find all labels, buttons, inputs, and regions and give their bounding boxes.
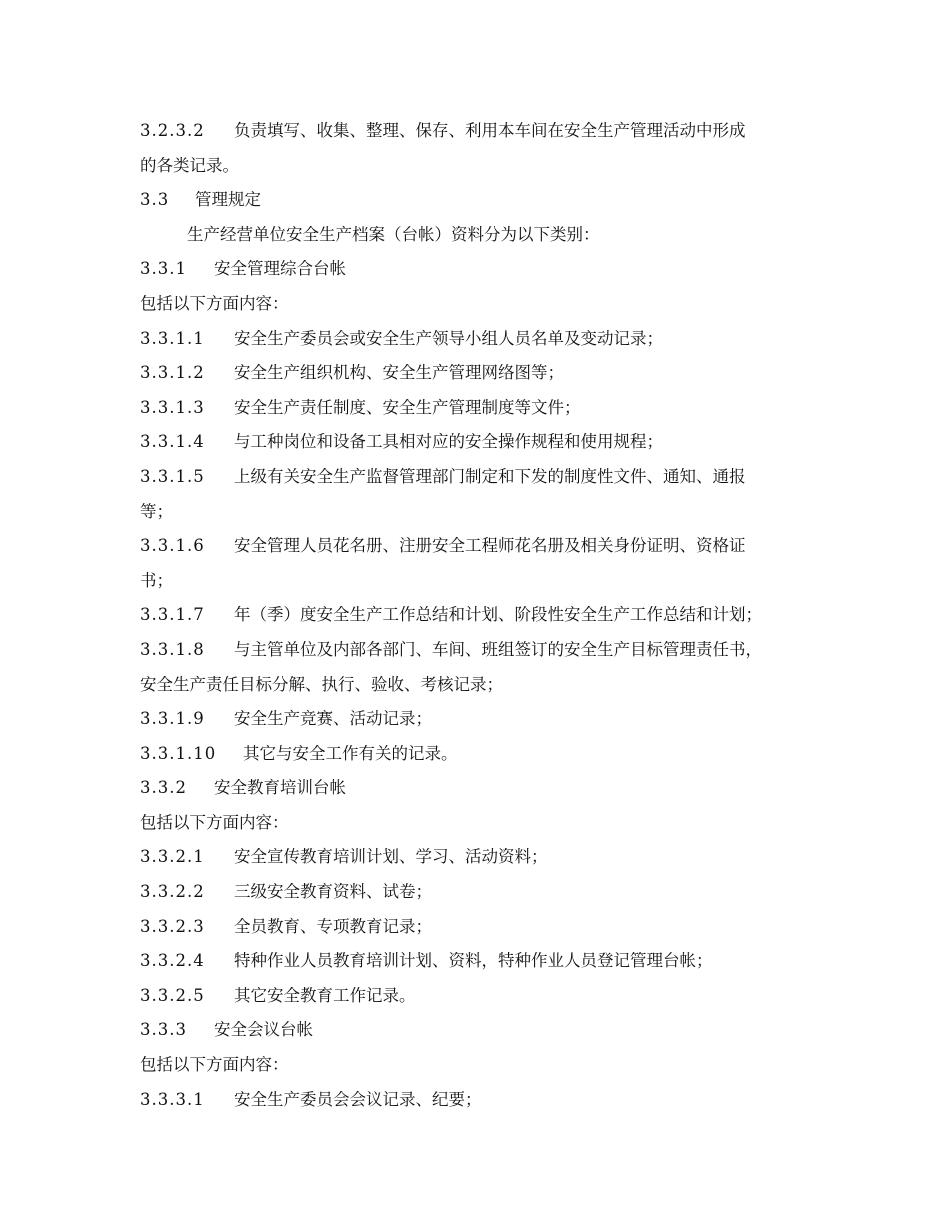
clause-number: 3.3.3: [140, 1020, 187, 1040]
list-item: [140, 875, 820, 910]
clause-text: 安全生产组织机构、安全生产管理网络图等；: [234, 363, 564, 383]
subsection-title: 安全会议台帐: [214, 1020, 313, 1040]
clause-number: 3.3.1: [140, 259, 187, 279]
clause-number: 3.3.3.1: [140, 1089, 205, 1109]
clause-text: 特种作业人员教育培训计划、资料，特种作业人员登记管理台帐；: [234, 951, 713, 971]
paragraph-line: [140, 806, 820, 841]
list-item: [140, 979, 820, 1014]
clause-number: 3.3.2.3: [140, 916, 205, 936]
clause-number: 3.3.1.3: [140, 397, 205, 417]
clause-text: 安全生产委员会会议记录、纪要；: [234, 1089, 482, 1109]
clause-text: 的各类记录。: [140, 155, 239, 175]
subsection-title: 安全教育培训台帐: [214, 778, 346, 798]
paragraph-line: [140, 287, 820, 322]
clause-text: 等；: [140, 501, 173, 521]
clause-text: 其它安全教育工作记录。: [234, 985, 416, 1005]
clause-number: 3.3.2.5: [140, 985, 205, 1005]
clause-number: 3.3.1.10: [140, 743, 217, 763]
list-item: [140, 529, 820, 564]
list-item: [140, 840, 820, 875]
clause-text: 安全宣传教育培训计划、学习、活动资料；: [234, 847, 548, 867]
list-item: [140, 944, 820, 979]
clause-text: 年（季）度安全生产工作总结和计划、阶段性安全生产工作总结和计划；: [234, 605, 762, 625]
paragraph-line: [140, 668, 820, 703]
list-item: [140, 737, 820, 772]
clause-text: 安全管理人员花名册、注册安全工程师花名册及相关身份证明、资格证: [234, 536, 746, 556]
clause-text: 与工种岗位和设备工具相对应的安全操作规程和使用规程；: [234, 432, 663, 452]
clause-text: 其它与安全工作有关的记录。: [243, 743, 458, 763]
clause-number: 3.3.1.7: [140, 605, 205, 625]
subsection-heading: [140, 1013, 820, 1048]
clause-text: 包括以下方面内容：: [140, 293, 289, 313]
clause-text: 上级有关安全生产监督管理部门制定和下发的制度性文件、通知、通报: [234, 466, 746, 486]
clause-text: 安全生产责任制度、安全生产管理制度等文件；: [234, 397, 581, 417]
list-item: [140, 633, 820, 668]
clause-number: 3.3.2.1: [140, 847, 205, 867]
section-title: 管理规定: [195, 190, 261, 210]
list-item: [140, 460, 820, 495]
list-item: [140, 322, 820, 357]
list-item: [140, 425, 820, 460]
clause-number: 3.3: [140, 190, 170, 210]
list-item: [140, 356, 820, 391]
clause-number: 3.3.1.9: [140, 709, 205, 729]
paragraph-line: [140, 495, 820, 530]
clause-number: 3.3.2.2: [140, 882, 205, 902]
paragraph-line: [140, 1048, 820, 1083]
clause-text: 安全生产竞赛、活动记录；: [234, 709, 432, 729]
clause-number: 3.2.3.2: [140, 121, 205, 140]
section-heading: [140, 183, 820, 218]
clause-number: 3.3.1.6: [140, 536, 205, 556]
paragraph-line: [140, 114, 820, 149]
clause-text: 包括以下方面内容：: [140, 812, 289, 832]
paragraph-line: [140, 564, 820, 599]
clause-number: 3.3.1.1: [140, 328, 205, 348]
subsection-title: 安全管理综合台帐: [214, 259, 346, 279]
clause-number: 3.3.2: [140, 778, 187, 798]
clause-text: 全员教育、专项教育记录；: [234, 916, 432, 936]
clause-text: 包括以下方面内容：: [140, 1055, 289, 1075]
clause-text: 负责填写、收集、整理、保存、利用本车间在安全生产管理活动中形成: [234, 121, 746, 140]
list-item: [140, 1083, 820, 1118]
subsection-heading: [140, 771, 820, 806]
list-item: [140, 391, 820, 426]
clause-number: 3.3.1.5: [140, 466, 205, 486]
list-item: [140, 702, 820, 737]
clause-number: 3.3.1.2: [140, 363, 205, 383]
clause-text: 书；: [140, 570, 173, 590]
clause-text: 三级安全教育资料、试卷；: [234, 882, 432, 902]
clause-text: 安全生产委员会或安全生产领导小组人员名单及变动记录；: [234, 328, 663, 348]
clause-number: 3.3.1.4: [140, 432, 205, 452]
paragraph-line: [140, 218, 820, 253]
list-item: [140, 910, 820, 945]
list-item: [140, 598, 820, 633]
clause-number: 3.3.2.4: [140, 951, 205, 971]
clause-text: 与主管单位及内部各部门、车间、班组签订的安全生产目标管理责任书，: [234, 639, 762, 659]
clause-text: 安全生产责任目标分解、执行、验收、考核记录；: [140, 674, 503, 694]
clause-text: 生产经营单位安全生产档案（台帐）资料分为以下类别：: [187, 224, 600, 244]
paragraph-line: [140, 149, 820, 184]
clause-number: 3.3.1.8: [140, 639, 205, 659]
document-body: [140, 114, 820, 1117]
subsection-heading: [140, 252, 820, 287]
